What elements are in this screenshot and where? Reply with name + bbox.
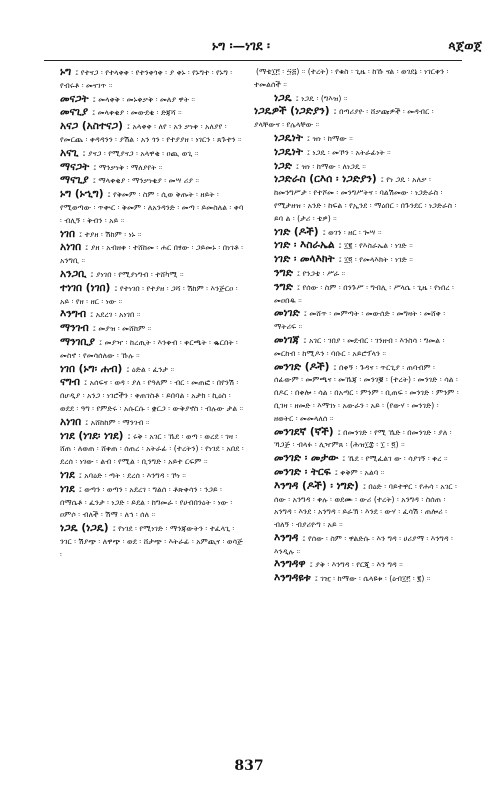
running-title: ኑግ ፡—ነገደ ፡ (212, 38, 270, 53)
dictionary-entry (254, 361, 460, 426)
entry-headword: መንገደኛ (ኛች) (274, 425, 334, 438)
entry-definition: ፤ አባዕድ ፡ ጣት ፡ ደረሰ ፡ እንግዳ ፡ ኾነ ። (78, 470, 186, 480)
entry-headword: ኑግ (ኑኂግ) (60, 188, 104, 201)
dictionary-entry (254, 146, 460, 160)
dictionary-entry (40, 522, 246, 561)
dictionary-entry (40, 147, 246, 161)
dictionary-entry (254, 426, 460, 453)
dictionary-entry (40, 336, 246, 363)
entry-definition: ፤ በዕድ ፡ ባይተዋር ፡ የሐሳ ፡ አገር ፡ ሰው ፡ አንግዳ ፡ ቀሉ ፡ ወደሙ ፡ ውሪ (ተረት) ፡ አንግዳ ፡ ስሰጠ ፡ አንግዳ ፡ እንደ ፡ አንግዳ ፡ ይራኽ ፡ እንደ ፡ ውሃ ፡ ፈሳሽ ፡ ጠሎሪ ፡ ብለኝ ፡ ብያሪዮግ ፡ አይ ። (274, 481, 457, 530)
dictionary-entry (254, 253, 460, 267)
dictionary-entry (254, 307, 460, 334)
entry-headword: ነገድ ፡ መላእክት (274, 253, 335, 266)
entry-definition: ፤ የሰው ፡ ስም ፡ በንጉሥ ፡ ግብሊ ፡ ሥላሴ ፡ ጊዜ ፡ የነበረ ፡ መዐበዱ ። (274, 282, 454, 305)
dictionary-entry (254, 281, 460, 308)
dictionary-entry (40, 308, 246, 322)
dictionary-entry (254, 132, 460, 146)
entry-definition: ፤ ሩቅ ፡ አገር ፡ ኼደ ፡ ወጣ ፡ ወረደ ፡ ገዛ ፡ ሸጠ ፡ ለወጠ ፡ ሸቀጠ ፡ ሰጠረ ፡ አትራፊ ፡ (ተረትን) ፡ የነገደ ፡ አበደ ፡ ደረሰ ፡ ነገው ፡ ልብ ፡ የሚል ፡ ቢንግድ ፡ አይተ ርፍም ። (60, 431, 244, 467)
dictionary-entry (40, 241, 246, 268)
entry-definition: ፤ ያነገበ ፡ የሚያነግብ ፡ ተሸካሚ ። (90, 269, 184, 279)
entry-definition: ፤ ዕድል ፡ ፈንታ ። (126, 364, 175, 374)
entry-headword: ነገደ (60, 468, 75, 481)
right-column (254, 66, 460, 586)
entry-definition: ፤ ወገን ፡ ዘር ፡ ጐሣ ። (322, 227, 382, 237)
dictionary-entry (254, 92, 460, 106)
dictionary-entry (40, 161, 246, 175)
dictionary-entry (254, 160, 460, 174)
entry-headword: ንግድ (274, 280, 293, 293)
header-rule (44, 60, 462, 61)
entry-headword: ማናጊያ (60, 174, 89, 187)
dictionary-entry (40, 93, 246, 107)
entry-headword: ናግብ (60, 376, 80, 389)
entry-headword: መንገድ ፡ ትርፍ (274, 465, 331, 478)
entry-definition: ፤ ማንቃነቅ ፡ ማለያየት ። (93, 162, 163, 172)
entry-definition: ፤ ገዢ ፡ ከማው ፡ ሴላዩቱ ፡ (ዕብ፲፫ ፡ ፪) ። (314, 574, 431, 584)
entry-definition: ፤ ያዘ ፡ አብዘቀ ፡ ተሸከመ ፡ ሐር በፃው ፡ ጋይመኑ ፡ በነገቶ ፡ አንግቢ ። (60, 243, 244, 266)
entry-definition: ፤ የተነገበ ፡ የተያዘ ፡ ጋሻ ፡ ሽከም ፡ እንጅርዐ ፡ አይ ፡ የዘ ፡ ዘር ፡ ነው ። (60, 283, 238, 306)
dictionary-entry (254, 66, 460, 92)
dictionary-entry (40, 174, 246, 188)
entry-definition: ፤ ወጣን ፡ ወጣን ፡ አደረገ ፡ ግልሰ ፡ ቶጽቀሳን ፡ ንጋይ ፡ በማሴቶ ፡ ፈንታ ፡ ነጋድ ፡ ይደል ፡ ከግመራ ፡ የሀብበንዕት ፡ ነው ፡ ዐምሶ ፡ ብለች ፡ ሽማ ፡ ለኅ ፡ ሰለ ። (60, 484, 233, 520)
header-corner-label: ጳጀወጀ (448, 38, 482, 53)
dictionary-entry (254, 558, 460, 572)
entry-definition: ፤ መሸጥ ፡ መምጣት ፡ መውሰድ ፡ መግዛት ፡ መሸቀ ፡ ማትሪፍ ። (274, 309, 446, 332)
entry-headword: ነገደ (60, 482, 75, 495)
entry-definition: ፤ ተያዘ ፡ ሽከም ፡ ነኑ ። (78, 229, 142, 239)
page-number: 837 (234, 758, 264, 774)
entry-headword: ነጋዴ (ነጋዴ) (60, 522, 109, 535)
dictionary-entry (254, 267, 460, 281)
entry-headword: ነገበ (60, 227, 75, 240)
entry-definition: ፤ ኼደ ፡ የሚፈልገ ው ፡ ሳያገኝ ፡ ቀረ ። (342, 454, 448, 464)
dictionary-entry (254, 480, 460, 532)
entry-headword: እንግዳዋ (274, 558, 306, 571)
dictionary-entry (254, 226, 460, 240)
entry-definition: ፤ ፲፪ ፡ የእስራኤል ፡ ነገድ ። (338, 241, 413, 251)
entry-headword: ነጋዴነት (274, 131, 303, 144)
entry-definition: ፤ የነገደ ፡ የሚነገድ ፡ ማንጃውትን ፡ ተፈላጊ ፡ ንገር ፡ ሽያጭ ፡ ለዋጭ ፡ ወደ ፡ ሸታጭ ፡ እትራፊ ፡ አምጪና ፡ ወሳጅ ፡ (60, 524, 243, 559)
entry-definition: ፤ የነ ጋዴ ፡ አለቃ ፡ ከመንግሥታ ፡ የተሾመ ፡ መንግሥትና ፡ ባልሽመው ፡ ነጋድራስ ፡ የሚታዘዝ ፡ አንድ ፡ ከፍል ፡ የኢንደ ፡ ማዕበር ፡ በጉንደር ፡ ነጋድራስ ፡ ይባ ል ፡ (ታሪ ፡ ቴዎ) ። (274, 175, 457, 223)
entry-definition: ፤ መያዣ ፡ ከረጢት ፡ እንቀብ ፡ ቀርጫት ፡ ቈርበት ፡ መስኖ ፡ የመሳሰለው ፡ ኹሉ ። (60, 337, 238, 360)
entry-definition: ፤ ቀቅም ፡ አልባ ። (334, 467, 385, 477)
entry-headword: ንግድ (274, 266, 293, 279)
entry-definition: ፤ ያናጋ ፡ የሚያናጋ ፡ አላዋቂ ፡ ዐጪ ወጊ ። (82, 148, 199, 158)
entry-headword: መነገጃ (274, 333, 300, 346)
dictionary-entry (40, 120, 246, 147)
dictionary-entry (40, 430, 246, 469)
entry-headword: ነጋድ (274, 159, 292, 172)
entry-definition: (ማቴ፲፫ ፡ ፵፭) ። (ተረት) ፡ የቁስ ፡ ጊዜ ፡ ከኹ ናል ፡ ወገደኔ ፡ ነገርቀን ፡ ተመልሰች ። (254, 67, 449, 89)
dictionary-entry (254, 466, 460, 480)
dictionary-entry (254, 452, 460, 466)
entry-definition: ፤ አሰፍና ፡ ወዳ ፡ ያለ ፡ የዓለም ፡ ብር ፡ መጠፎ ፡ በየንሽ ፡ በሆዲያ ፡ አንጋ ፡ ነገሮችን ፡ ቀጠገስቶ ፡ ይበባል ፡ አታክ ፡ ኪዕስ ፡ ወደደ ፡ ዓግ ፡ የምድሩ ፡ አሱርሱ ፡ ቋርጋ ፡ ውቅያኖስ ፡ ብሉው ታል ። (60, 378, 244, 413)
dictionary-entry (40, 228, 246, 242)
entry-headword: ነጋዴነት (274, 145, 303, 158)
entry-definition: ፤ ዝነ ፡ ከማው ። (306, 133, 353, 143)
entry-definition: ፤ ፲፬ ፡ የመላእክት ፡ ነገድ ። (338, 255, 413, 265)
dictionary-entry (254, 572, 460, 586)
entry-definition: ፤ የሰው ፡ ስም ፡ ዋልድሱ ፡ እን ግዳ ፡ ሀሪያማ ፡ እንግዳ ፡ እንዲሉ ። (274, 533, 453, 556)
entry-headword: ነጋዴዎች (ነጋድያን) (254, 105, 330, 118)
entry-headword: ነገደ (ነገደ፡ ነገደ) (60, 429, 124, 442)
entry-headword: አንጋቢ (60, 267, 87, 280)
entry-definition: ፤ በመንገድ ፡ የሚ ኼድ ፡ በመንገድ ፡ ያለ ፡ ኻጋጅ ፡ ብላፉ ፡ ሊዣምጸ ፡ (ሕዝ፲፰ ፡ ፲ ፡ ፬) ። (274, 427, 452, 450)
entry-headword: መነገድ (274, 307, 300, 320)
entry-headword: አነገበ (60, 415, 82, 428)
entry-headword: መንገድ ፡ መታው (274, 452, 339, 465)
entry-headword: እንግዳዩቱ (274, 572, 311, 585)
dictionary-entry (254, 173, 460, 225)
dictionary-entry (40, 282, 246, 309)
page-header (0, 38, 498, 60)
entry-headword: አናጋ (አስተናጋ) (60, 120, 123, 133)
entry-headword: ተነገበ (ነገበ) (60, 281, 111, 294)
dictionary-entry (40, 469, 246, 483)
entry-definition: ፤ ነጋዴ ፡ (ግእዝ) ። (295, 93, 348, 103)
entry-definition: ፤ አደረገ ፡ አነገበ ። (90, 310, 141, 320)
entry-definition: ፤ መያዝ ፡ መሸከም ። (92, 324, 152, 334)
entry-definition: ፤ የንጋቴ ፡ ሥራ ። (296, 268, 346, 278)
entry-definition: ፤ ማላቀቂያ ፡ ማንቃነቂያ ፡ መሣ ሪያ ። (92, 176, 200, 186)
entry-definition: ፤ ያቅ ፡ እንግዳ ፡ የርጂ ፡ እን ግዳ ። (309, 560, 403, 570)
entry-headword: ነጋዴ (274, 91, 292, 104)
dictionary-entry (40, 106, 246, 120)
entry-headword: ማንገብ (60, 322, 89, 335)
entry-headword: እንግዳ (274, 531, 299, 544)
entry-definition: ፤ መላቀቅ ፡ መኑቀቃቅ ፡ መለያ ዋት ። (92, 94, 196, 104)
entry-definition: ፤ አገር ፡ ገበያ ፡ መደብር ፡ ገንዘብ ፡ እንስሳ ፡ ግመል ፡ መርከብ ፡ ከሚዶን ፡ ባቡር ፡ አይሮፕላን ። (274, 335, 445, 358)
dictionary-entry (40, 483, 246, 522)
entry-definition: ፤ በጣሪያዮ ፡ ሸቃጩዎች ፡ መዳብር ፡ ያላቸውና ፡ የሌላቸው ። (254, 107, 434, 130)
entry-headword: አነገበ (60, 241, 82, 254)
entry-headword: ማናጋት (60, 160, 90, 173)
entry-headword: ኑግ (60, 66, 72, 78)
entry-definition: ፤ አላቀቀ ፡ ለየ ፡ አን ቃነቀ ፡ አለያየ ፡ የመርጨ ፡ ቀዳዳንን ፡ ያሽል ፡ አን ጎን ፡ የተያያዘ ፡ ነገርን ፡ ጸጉተን ። (60, 122, 242, 144)
dictionary-entry (40, 268, 246, 282)
entry-definition: ፤ ነጋዴ ፡ መኾን ፡ አትራፊነት ። (306, 147, 391, 157)
dictionary-entry (40, 188, 246, 227)
dictionary-entry (40, 66, 246, 93)
entry-headword: መናጊያ (60, 106, 89, 119)
dictionary-entry (254, 105, 460, 132)
entry-headword: አናጊ (60, 146, 79, 159)
entry-headword: መናጋት (60, 92, 89, 105)
entry-headword: ማንገቢያ (60, 335, 96, 348)
dictionary-entry (40, 363, 246, 377)
entry-headword: ነገድ (ዶች) (274, 225, 319, 238)
entry-definition: ፤ የተናጋ ፡ የተላቀቀ ፡ የተንቀጎቀ ፡ ያ ቀኑ ፡ የኑግተ ፡ የኑግ ፡ የብሩቶ ፡ መናገጥ ። (60, 68, 233, 90)
entry-headword: እንግብ (60, 308, 87, 321)
entry-definition: ፤ የቅመም ፡ ስም ፡ ሲወ ቅጡት ፡ ዘይት ፡ የሚወጣው ፡ ጥቍር ፡ ቅመም ፡ ለአንዳንድ ፡ መጣ ፡ ይመስለል ፡ ቀባ ፡ ብሊኝ ፡ ቅብን ፡ አይ ። (60, 190, 244, 225)
entry-headword: ነገድ ፡ እስራኤል (274, 239, 335, 252)
entry-definition: ፤ ዝነ ፡ ከማው ፡ ለነጋዴ ። (295, 161, 366, 171)
entry-definition: ፤ አሸከከም ፡ ማንገብ ። (85, 417, 150, 427)
dictionary-entry (40, 416, 246, 430)
dictionary-entry (254, 239, 460, 253)
left-column (40, 66, 246, 561)
dictionary-entry (254, 532, 460, 559)
entry-headword: መንገድ (ዶች) (274, 360, 330, 373)
entry-definition: ፤ መላቀቂያ ፡ መውደቂ ፡ ድጃሻ ። (92, 108, 182, 118)
entry-headword: ነጋድራስ (ርእሰ ፡ ነጋድያን) (274, 173, 377, 186)
entry-headword: ነገበ (ኑግ፡ ሐብ) (60, 362, 123, 375)
entry-definition: ፤ በቀኝ ፡ ጉዳና ፡ ጥርጊያ ፡ ጠባብም ፡ ሰፊውም ፡ መምጫና ፡ መኼጃ ፡ መንገቜ ፡ (ተረት) ፡ መንገድ ፡ ሳል ፡ በዶር ፡ በቀሎ ፡ ሳል ፡ በአጣር ፡ ምንም ፡ ቢጠፍ ፡ መንገድ ፡ ምንም ፡ ቢገዛ ፡ ዘመድ ፡ እማገነ ፡ አውራን ፡ አይ ፡ (የውሃ ፡ መንገድ) ፡ ዘወትር ፡ መመላለሰ ። (274, 362, 459, 423)
dictionary-entry (40, 322, 246, 336)
entry-headword: እንግዳ (ዶች) ፡ ነግድ) (274, 479, 359, 492)
dictionary-entry (254, 334, 460, 361)
dictionary-entry (40, 376, 246, 415)
